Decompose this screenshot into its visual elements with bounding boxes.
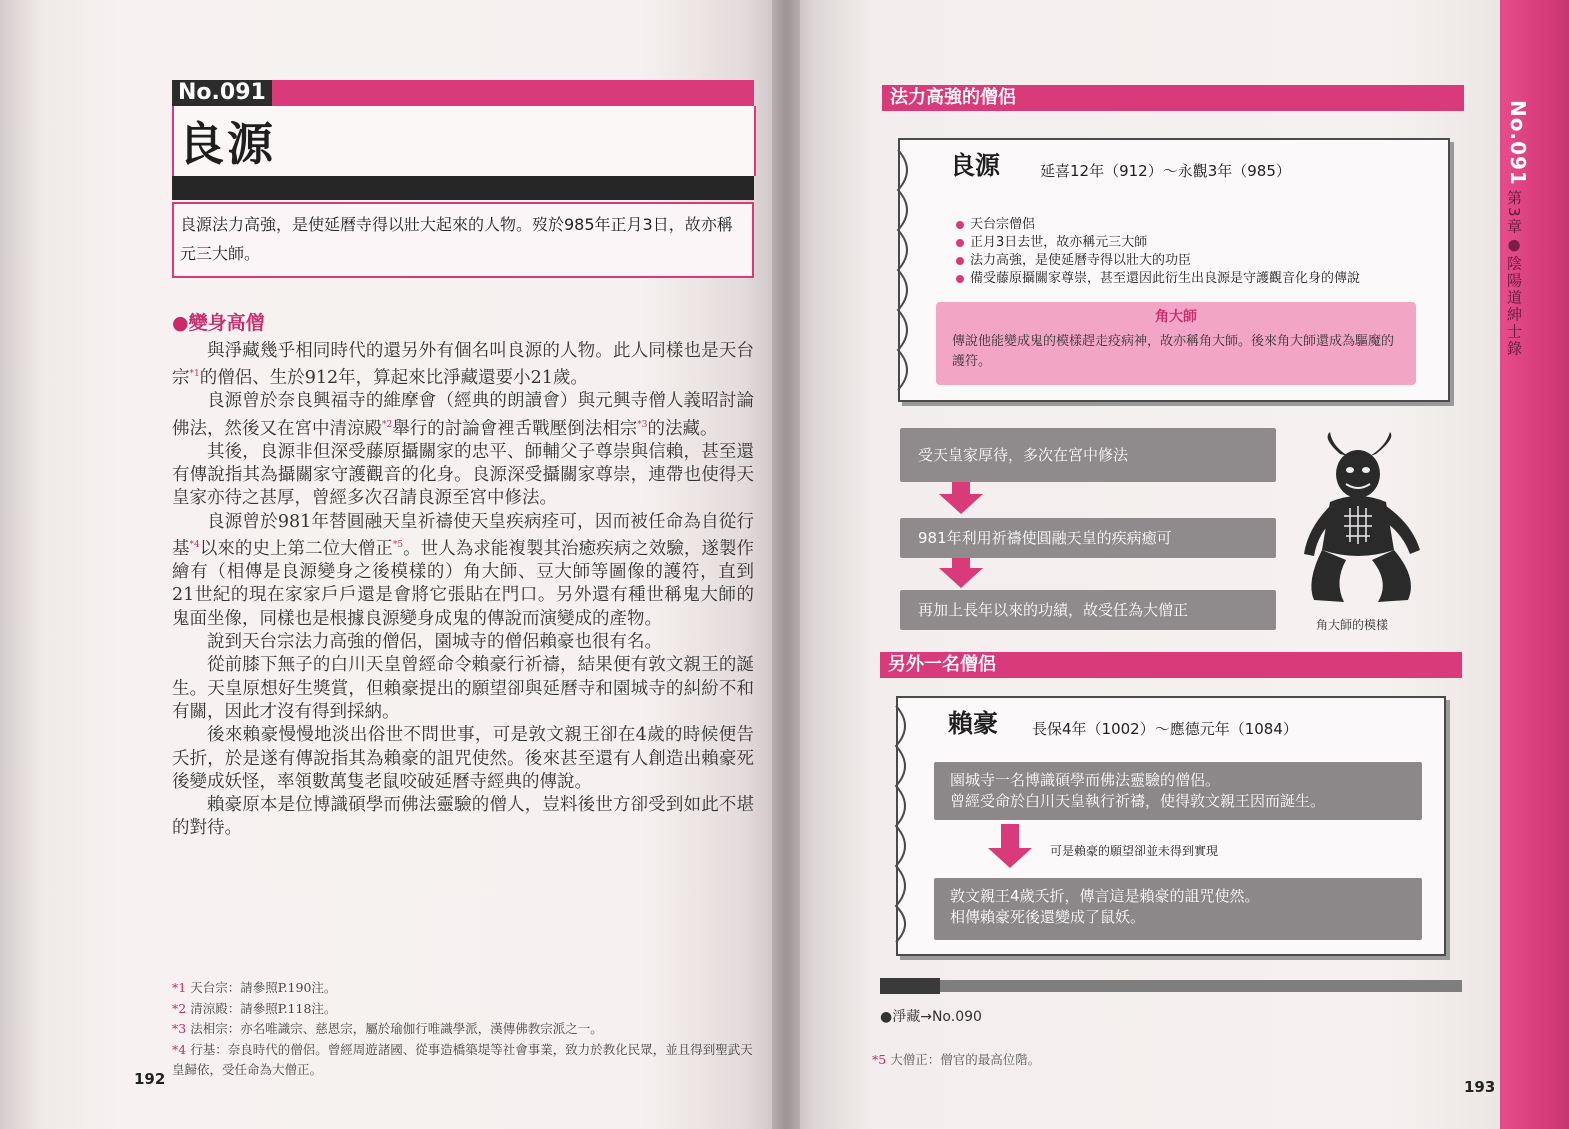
section-heading: ●變身高僧: [172, 312, 265, 334]
chapter-number: 第3章: [1505, 190, 1523, 236]
arrow-stem: [1001, 824, 1019, 850]
monk-dates-ryogen: 延喜12年（912）～永觀3年（985）: [1040, 162, 1291, 180]
paragraph-5: 說到天台宗法力高強的僧侶，園城寺的僧侶賴豪也很有名。: [207, 632, 662, 653]
section-title-2: 另外一名僧侶: [888, 654, 996, 675]
list-item: 天台宗僧侶: [956, 216, 1360, 234]
scallop-edge: [896, 150, 916, 390]
info-line: 園城寺一名博識碩學而佛法靈驗的僧侶。: [950, 771, 1221, 789]
arrow-note: 可是賴豪的願望卻並未得到實現: [1050, 844, 1219, 858]
related-items-tag: [880, 978, 940, 994]
list-item: 正月3日去世，故亦稱元三大師: [956, 234, 1360, 252]
monk-name-raigo: 賴豪: [948, 709, 999, 738]
raigo-info-box-2: [934, 878, 1422, 940]
down-arrow-icon: [939, 494, 983, 514]
down-arrow-icon: [939, 568, 983, 588]
entry-title: 良源: [178, 117, 276, 171]
footnote-1: *1 天台宗：請參照P.190注。: [172, 980, 337, 995]
related-link: ●淨藏→No.090: [880, 1009, 982, 1025]
book-spine: [772, 0, 800, 1129]
section-title-1: 法力高強的僧侶: [890, 87, 1016, 108]
footnote-ref: *4: [189, 540, 200, 551]
footnote-2: *2 清涼殿：請參照P.118注。: [172, 1000, 337, 1016]
chapter-title: 陰陽道紳士錄: [1505, 255, 1523, 358]
title-underline-bar: [172, 176, 754, 200]
flow-step-2: 981年利用祈禱使圓融天皇的疾病癒可: [900, 518, 1276, 558]
page-number-right: 193: [1464, 1078, 1496, 1096]
scallop-edge: [894, 706, 914, 942]
info-line: 相傳賴豪死後還變成了鼠妖。: [950, 908, 1146, 926]
list-item: 法力高強，是使延曆寺得以壯大的功臣: [956, 252, 1360, 270]
footnote-ref: *3: [637, 419, 648, 430]
footnote-ref: *2: [382, 419, 393, 430]
paragraph-7: 後來賴豪慢慢地淡出俗世不問世事，可是敦文親王卻在4歲的時候便告夭折，於是遂有傳說指其為賴豪的詛咒使然。後來甚至還有人創造出賴豪死後變成妖怪，率領數萬隻老鼠咬破延曆寺經典的傳說。: [172, 725, 754, 792]
side-chapter-label: [1504, 190, 1525, 358]
body-text: [172, 340, 754, 841]
info-line: 曾經受命於白川天皇執行祈禱，使得敦文親王因而誕生。: [950, 792, 1326, 810]
footnotes: [172, 978, 762, 1081]
tsuno-daishi-title: 角大師: [1155, 309, 1197, 325]
paragraph-4: 良源曾於981年替圓融天皇祈禱使天皇疾病痊可，因而被任命為自從行基$^{*4}$以來的史上第二位大僧正$^{*5}$。世人為求能複製其治癒疾病之效驗，遂製作繪有（相傳是良源變身之後模樣的）角大師、豆大師等圖像的護符，直到21世紀的現在家家戶戶還是會將它張貼在門口。另外還有種世稱鬼大師的鬼面坐像，同樣也是根據良源變身成鬼的傳說而演變成的產物。: [172, 511, 755, 629]
down-arrow-icon: [988, 848, 1032, 868]
entry-number: No.091: [172, 80, 272, 106]
paragraph-6: 從前膝下無子的白川天皇曾經命令賴豪行祈禱，結果便有敦文親王的誕生。天皇原想好生獎賞，但賴豪提出的願望卻與延曆寺和園城寺的糾紛不和有關，因此才沒有得到採納。: [172, 655, 754, 722]
paragraph-8: 賴豪原本是位博識碩學而佛法靈驗的僧人，豈料後世方卻受到如此不堪的對待。: [172, 795, 754, 839]
paragraph-2: 良源曾於奈良興福寺的維摩會（經典的朗讀會）與元興寺僧人義昭討論佛法，然後又在宮中清涼殿$^{*2}$舉行的討論會裡舌戰壓倒法相宗$^{*3}$的法藏。: [172, 391, 754, 439]
tsuno-daishi-illustration: [1300, 432, 1425, 610]
info-line: 敦文親王4歲夭折，傳言這是賴豪的詛咒使然。: [950, 887, 1260, 905]
summary-box: 良源法力高強，是使延曆寺得以壯大起來的人物。歿於985年正月3日，故亦稱元三大師。: [172, 202, 754, 278]
footnote-ref: *1: [189, 369, 200, 380]
monk-dates-raigo: 長保4年（1002）～應德元年（1084）: [1032, 720, 1298, 738]
monk-name-ryogen: 良源: [950, 151, 1001, 180]
footnote-3: *3 法相宗：亦名唯識宗、慈恩宗，屬於瑜伽行唯識學派，漢傳佛教宗派之一。: [172, 1021, 603, 1036]
tsuno-daishi-text: 傳說他能變成鬼的模樣趕走疫病神，故亦稱角大師。後來角大師還成為驅魔的護符。: [952, 334, 1395, 369]
flow-step-1: 受天皇家厚待，多次在宮中修法: [900, 428, 1276, 482]
chapter-dot: ●: [1505, 235, 1523, 256]
side-tab-number: No.091: [1506, 100, 1530, 186]
list-item: 備受藤原攝關家尊崇，甚至還因此衍生出良源是守護觀音化身的傳說: [956, 270, 1360, 288]
footnote-5: *5 大僧正：僧官的最高位階。: [872, 1052, 1041, 1067]
paragraph-1: 與淨藏幾乎相同時代的還另外有個名叫良源的人物。此人同樣也是天台宗$^{*1}$的僧侶、生於912年，算起來比淨藏還要小21歲。: [172, 341, 754, 389]
page-number-left: 192: [134, 1070, 166, 1088]
flow-step-3: 再加上長年以來的功績，故受任為大僧正: [900, 590, 1276, 630]
section-header-1: [882, 85, 1464, 111]
footnote-4: *4 行基：奈良時代的僧侶。曾經周遊諸國、從事造橋築堤等社會事業，致力於教化民眾，並且得到聖武天皇歸依，受任命為大僧正。: [172, 1041, 753, 1077]
tsuno-daishi-box: [936, 302, 1416, 385]
ryogen-bullets: [956, 216, 1360, 288]
footnote-ref: *5: [392, 540, 404, 551]
raigo-info-box-1: [934, 762, 1422, 820]
section-header-2: [880, 652, 1462, 678]
paragraph-3: 其後，良源非但深受藤原攝關家的忠平、師輔父子尊崇與信賴，甚至還有傳說指其為攝關家守護觀音的化身。良源深受攝關家尊崇，連帶也使得天皇家亦待之甚厚，曾經多次召請良源至宮中修法。: [172, 441, 754, 509]
related-items-bar: [880, 980, 1462, 992]
illustration-caption: 角大師的模樣: [1316, 618, 1389, 632]
